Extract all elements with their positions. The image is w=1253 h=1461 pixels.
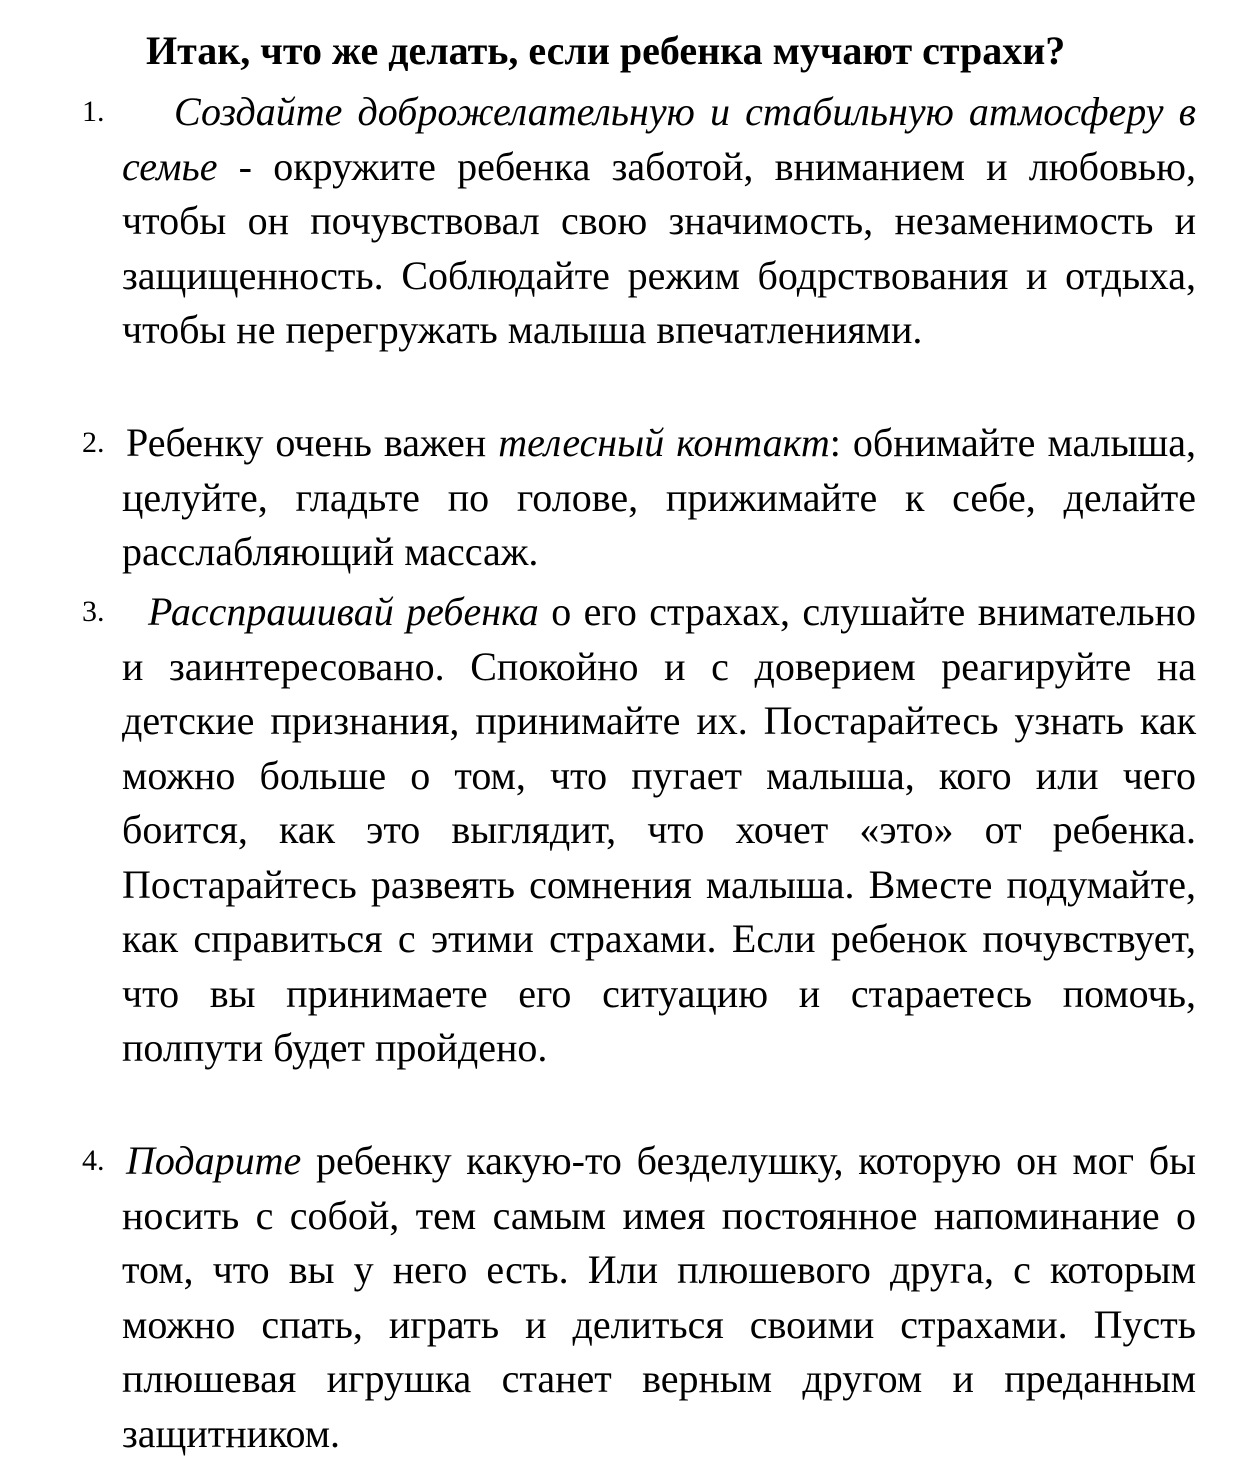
list-item-lead: Ребенку очень важен [126,420,499,465]
list-item-emphasis: телесный контакт [498,420,830,465]
list-item-text [122,85,1196,358]
list-item-text [122,585,1196,1076]
list-item-emphasis: Подарите [126,1138,302,1183]
list-item-body: : обнимайте малыша, целуйте, гладьте по голове, прижимайте к себе, делайте расслабляющий массаж. [122,420,1196,574]
list-item-body: - окружите ребенка заботой, вниманием и любовью, чтобы он почувствовал свою значимость, незаменимость и защищенность. Соблюдайте режим бодрствования и отдыха, чтобы не перегружать малыша впечатлениями. [122,143,1196,352]
list-item-emphasis: Создайте доброжелательную и стабильную атмосферу в семье [122,89,1196,189]
list-item-number: 1. [82,95,105,128]
page-title: Итак, что же делать, если ребенка мучают страхи? [146,28,1066,73]
list-item-number: 2. [82,426,105,459]
list-item-text [122,416,1196,580]
list-item-body: о его страхах, слушайте внимательно и заинтересовано. Спокойно и с доверием реагируйте на детские признания, принимайте их. Постарайтесь узнать как можно больше о том, что пугает малыша, кого или чего боится, как это выглядит, что хочет «это» от ребенка. Постарайтесь развеять сомнения малыша. Вместе подумайте, как справиться с этими страхами. Если ребенок почувствует, что вы принимаете его ситуацию и стараетесь помочь, полпути будет пройдено. [122,589,1197,1070]
list-item-body: ребенку какую-то безделушку, которую он мог бы носить с собой, тем самым имея постоянное напоминание о том, что вы у него есть. Или плюшевого друга, с которым можно спать, играть и делиться своими страхами. Пусть плюшевая игрушка станет верным другом и преданным защитником. [122,1138,1196,1456]
list-item [82,1134,1196,1461]
list-item-emphasis: Расспрашивай ребенка [148,589,539,634]
list-item [82,416,1196,580]
list-item-text [122,1134,1196,1461]
list-item [82,85,1196,358]
list-item-number: 4. [82,1144,105,1177]
list-item [82,585,1197,1076]
list-item-number: 3. [82,595,105,628]
